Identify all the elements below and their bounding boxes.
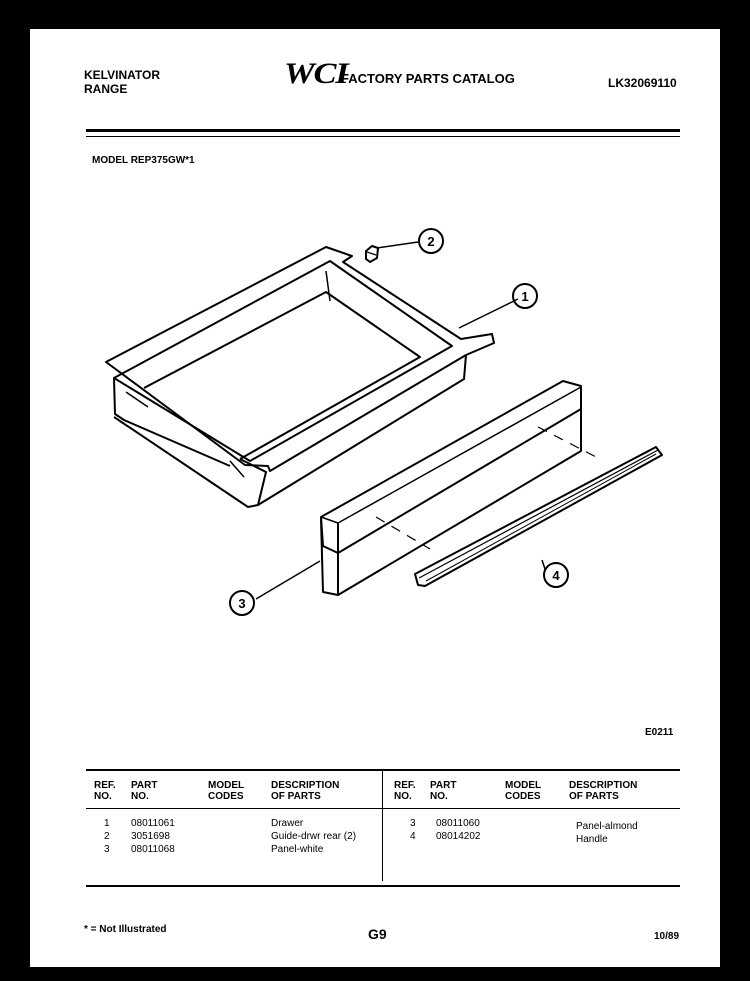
table-cell: 08014202 (436, 831, 481, 842)
table-cell: 08011061 (131, 818, 175, 829)
guide-rear-part (366, 246, 378, 262)
catalog-title: FACTORY PARTS CATALOG (341, 71, 515, 86)
table-header-rule (86, 808, 680, 809)
table-cell: 3051698 (131, 831, 170, 842)
callout-label-4: 4 (552, 568, 560, 583)
product-type: RANGE (84, 82, 128, 96)
right-rows-part (436, 817, 481, 843)
leader-lines (256, 242, 545, 599)
right-rows-ref (410, 817, 416, 843)
header-model-codes-right: MODEL CODES (505, 780, 542, 802)
not-illustrated-note: * = Not Illustrated (84, 924, 167, 935)
header-model-codes-left: MODEL CODES (208, 780, 245, 802)
table-cell: 1 (104, 818, 110, 829)
header-part-no-right: PART NO. (430, 780, 457, 802)
left-rows-ref (104, 817, 110, 856)
page-code: G9 (368, 926, 387, 942)
header-ref-no-right: REF. NO. (394, 780, 416, 802)
alignment-lines (376, 427, 600, 549)
panel-part (321, 381, 581, 595)
left-rows-desc (271, 817, 356, 856)
table-cell: Panel-almond (576, 821, 638, 832)
callout-label-1: 1 (521, 289, 529, 304)
table-cell: 3 (410, 818, 416, 829)
table-cell: 2 (104, 831, 110, 842)
wci-logo: WCI (284, 57, 348, 90)
table-cell: Handle (576, 834, 608, 845)
header-ref-no-left: REF. NO. (94, 780, 116, 802)
left-rows-part (131, 817, 175, 856)
table-rule-top (86, 769, 680, 771)
callout-label-3: 3 (238, 596, 246, 611)
header-description-left: DESCRIPTION OF PARTS (271, 780, 340, 802)
table-cell: Guide-drwr rear (2) (271, 831, 357, 842)
handle-part (415, 447, 662, 586)
table-rule-bottom (86, 885, 680, 887)
table-cell: Panel-white (271, 844, 324, 855)
table-cell: 08011060 (436, 818, 480, 829)
figure-code: E0211 (645, 727, 674, 738)
table-column-divider (382, 771, 383, 881)
header-part-no-left: PART NO. (131, 780, 158, 802)
catalog-page (30, 29, 720, 967)
right-rows-desc (576, 820, 638, 846)
table-cell: 3 (104, 844, 110, 855)
callout-label-2: 2 (427, 234, 435, 249)
revision-date: 10/89 (654, 931, 680, 942)
header-description-right: DESCRIPTION OF PARTS (569, 780, 638, 802)
catalog-number: LK32069110 (608, 76, 677, 90)
table-cell: 08011068 (131, 844, 175, 855)
table-cell: 4 (410, 831, 416, 842)
brand-name: KELVINATOR (84, 68, 161, 82)
model-number: MODEL REP375GW*1 (92, 155, 195, 166)
table-cell: Drawer (271, 818, 304, 829)
